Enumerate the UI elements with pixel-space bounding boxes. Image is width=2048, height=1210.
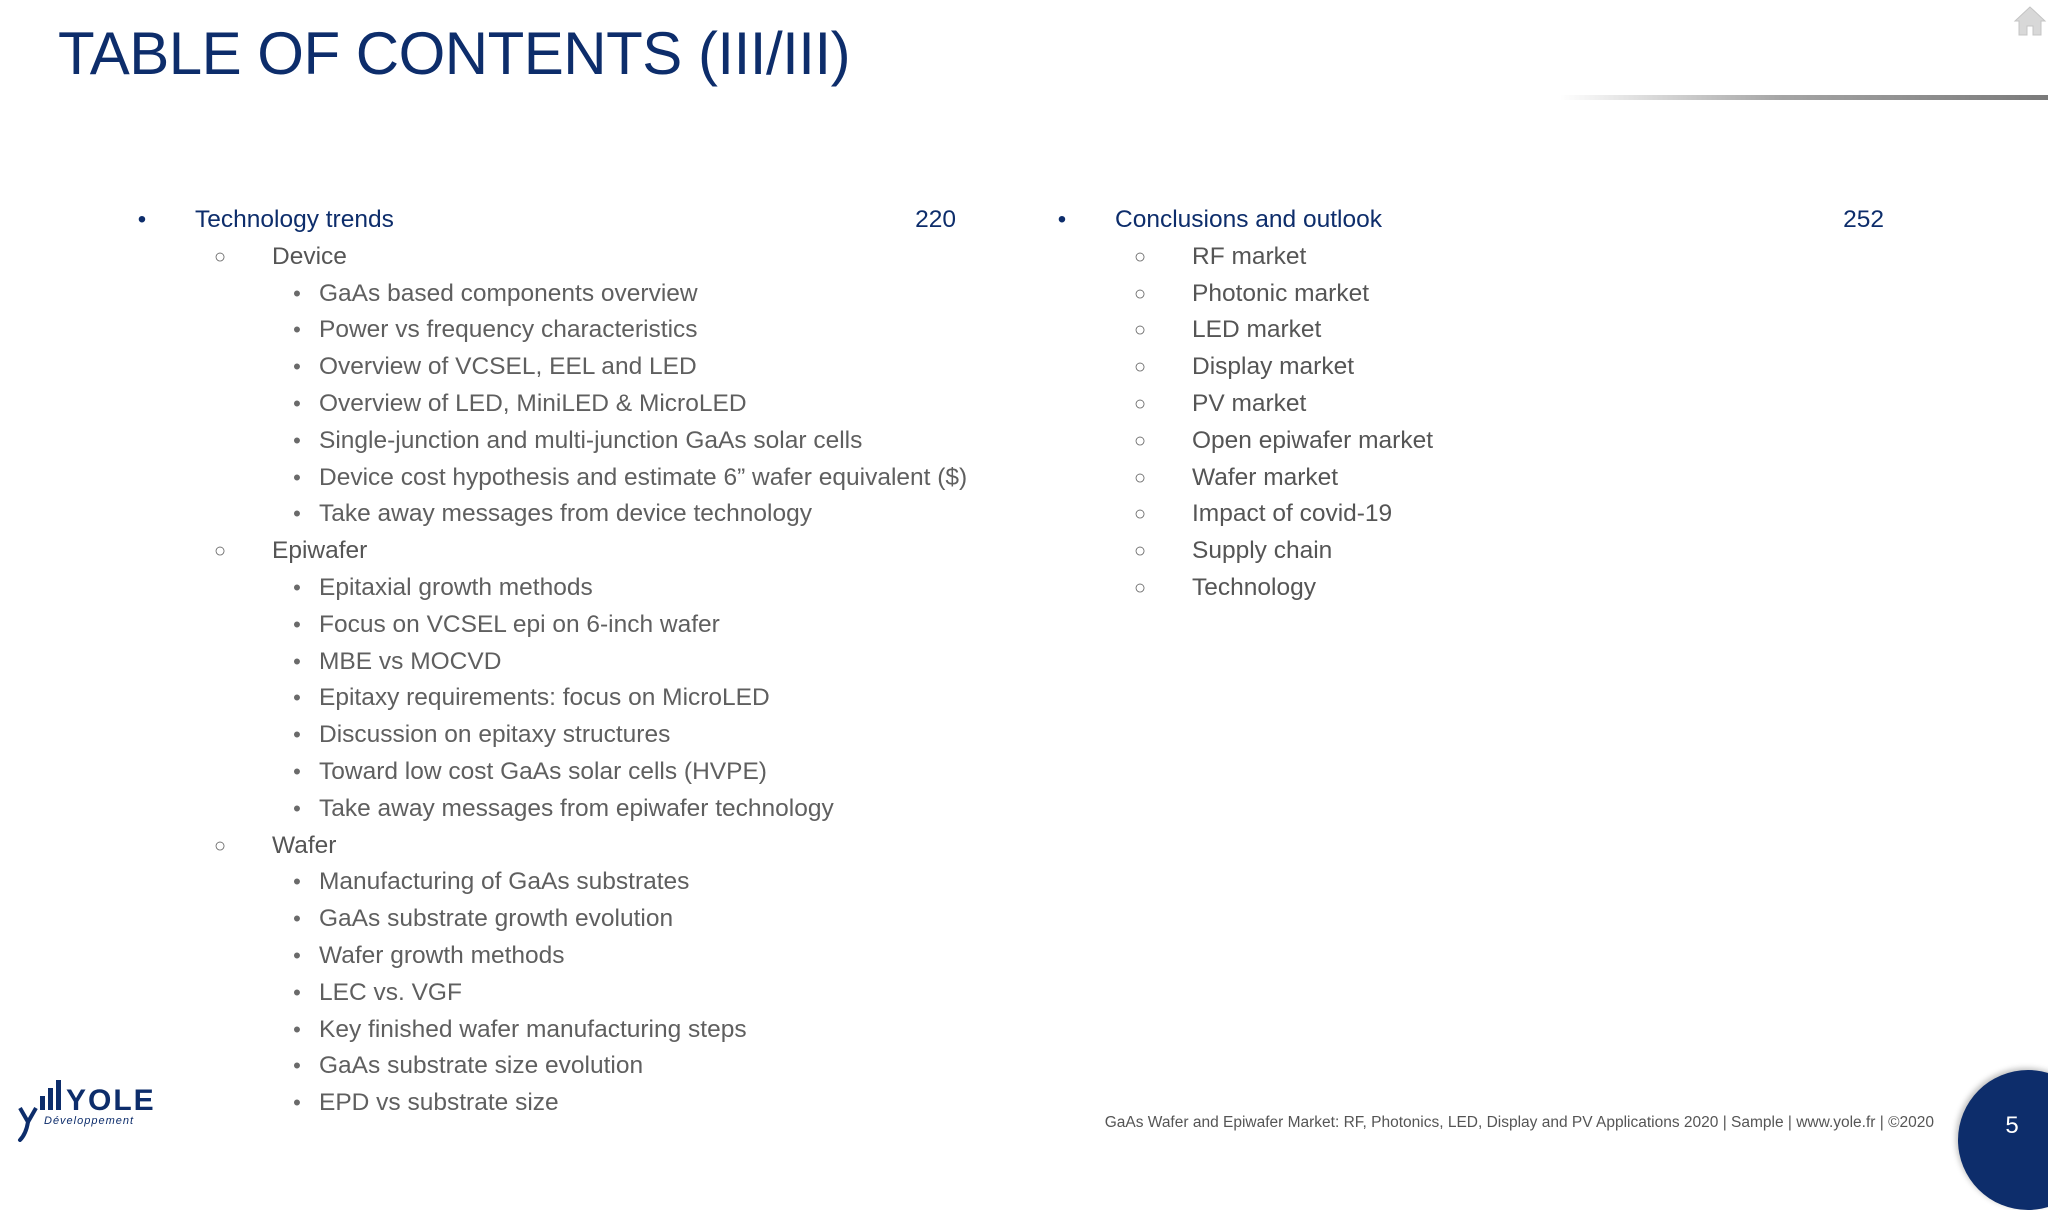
circle-bullet-icon: ○ [1133, 540, 1147, 563]
bullet-icon: • [293, 1016, 301, 1042]
bullet-icon: • [293, 906, 301, 932]
toc-entry[interactable] [132, 202, 956, 239]
toc-entry-label: Device cost hypothesis and estimate 6” wafer equivalent ($) [319, 463, 968, 491]
toc-entry-label: Epitaxial growth methods [319, 573, 593, 601]
bullet-icon: • [293, 1053, 301, 1079]
toc-entry-label: Wafer market [1192, 463, 1339, 491]
toc-entry[interactable] [1052, 312, 1872, 349]
toc-entry[interactable] [132, 644, 952, 681]
circle-bullet-icon: ○ [213, 245, 227, 268]
bullet-icon: • [293, 317, 301, 343]
toc-entry-label: MBE vs MOCVD [319, 647, 502, 675]
toc-entry[interactable] [132, 938, 952, 975]
bullet-icon: • [293, 390, 301, 416]
toc-entry-label: Photonic market [1192, 279, 1370, 307]
toc-entry[interactable] [132, 496, 952, 533]
toc-entry-label: GaAs substrate growth evolution [319, 905, 674, 933]
bullet-icon: • [293, 722, 301, 748]
toc-entry[interactable] [132, 1012, 952, 1049]
toc-column-left [132, 202, 968, 1122]
circle-bullet-icon: ○ [1133, 245, 1147, 268]
toc-entry-label: Display market [1192, 353, 1355, 381]
toc-entry[interactable] [132, 386, 952, 423]
toc-entry[interactable] [132, 901, 952, 938]
bullet-icon: • [293, 758, 301, 784]
bullet-icon: • [293, 979, 301, 1005]
toc-entry-page: 252 [1843, 206, 1884, 233]
toc-entry[interactable] [132, 1048, 952, 1085]
toc-entry-label: Technology trends [195, 206, 394, 233]
toc-entry[interactable] [132, 239, 952, 276]
toc-entry-page: 220 [915, 206, 956, 233]
bullet-icon: • [137, 206, 147, 233]
toc-entry[interactable] [132, 717, 952, 754]
toc-entry[interactable] [132, 828, 952, 865]
toc-entry[interactable] [1052, 496, 1872, 533]
circle-bullet-icon: ○ [1133, 282, 1147, 305]
circle-bullet-icon: ○ [1133, 356, 1147, 379]
toc-entry-label: LEC vs. VGF [319, 978, 462, 1006]
toc-entry-label: Supply chain [1192, 537, 1333, 565]
bullet-icon: • [293, 611, 301, 637]
toc-entry[interactable] [1052, 349, 1872, 386]
header-divider [1560, 95, 2048, 100]
toc-entry[interactable] [132, 312, 952, 349]
toc-entry[interactable] [1052, 533, 1872, 570]
toc-entry-label: Device [272, 242, 347, 270]
circle-bullet-icon: ○ [1133, 466, 1147, 489]
circle-bullet-icon: ○ [1133, 429, 1147, 452]
toc-entry[interactable] [132, 460, 968, 497]
toc-entry[interactable] [132, 754, 952, 791]
toc-entry-label: Overview of VCSEL, EEL and LED [319, 353, 697, 381]
bullet-icon: • [293, 427, 301, 453]
bullet-icon: • [293, 795, 301, 821]
page-number: 5 [2005, 1112, 2019, 1139]
bullet-icon: • [293, 648, 301, 674]
toc-entry-label: GaAs based components overview [319, 279, 698, 307]
toc-entry-label: Power vs frequency characteristics [319, 316, 698, 344]
toc-entry-label: Epitaxy requirements: focus on MicroLED [319, 684, 770, 712]
footer-text: GaAs Wafer and Epiwafer Market: RF, Photonics, LED, Display and PV Applications 2020 | Sample | www.yole.fr | ©2020 [1104, 1114, 1934, 1131]
toc-entry-label: Manufacturing of GaAs substrates [319, 868, 690, 896]
toc-entry-label: Wafer growth methods [319, 941, 565, 969]
toc-entry-label: EPD vs substrate size [319, 1089, 559, 1117]
circle-bullet-icon: ○ [1133, 392, 1147, 415]
toc-entry[interactable] [132, 276, 952, 313]
toc-entry[interactable] [1052, 239, 1872, 276]
yole-logo-icon [16, 1070, 156, 1142]
bullet-icon: • [1057, 206, 1067, 233]
bullet-icon: • [293, 942, 301, 968]
toc-entry-label: Wafer [272, 831, 337, 859]
toc-entry[interactable] [132, 349, 952, 386]
circle-bullet-icon: ○ [1133, 576, 1147, 599]
toc-entry-label: Discussion on epitaxy structures [319, 721, 671, 749]
toc-entry[interactable] [132, 1085, 952, 1122]
toc-entry-label: PV market [1192, 389, 1307, 417]
bullet-icon: • [293, 685, 301, 711]
toc-entry[interactable] [1052, 386, 1872, 423]
toc-entry[interactable] [1052, 276, 1872, 313]
toc-entry-label: LED market [1192, 316, 1322, 344]
toc-entry[interactable] [132, 864, 952, 901]
logo-tagline: Développement [44, 1115, 135, 1127]
toc-entry[interactable] [1052, 202, 1884, 239]
logo-wordmark: YOLE [66, 1084, 156, 1117]
toc-entry-label: Open epiwafer market [1192, 426, 1434, 454]
toc-entry[interactable] [1052, 460, 1872, 497]
toc-entry[interactable] [132, 975, 952, 1012]
circle-bullet-icon: ○ [1133, 503, 1147, 526]
toc-entry-label: Focus on VCSEL epi on 6-inch wafer [319, 610, 720, 638]
bullet-icon: • [293, 574, 301, 600]
toc-entry-label: Single-junction and multi-junction GaAs solar cells [319, 426, 863, 454]
toc-entry-label: Toward low cost GaAs solar cells (HVPE) [319, 757, 767, 785]
toc-entry-label: Take away messages from epiwafer technology [319, 794, 834, 822]
circle-bullet-icon: ○ [1133, 319, 1147, 342]
toc-entry-label: GaAs substrate size evolution [319, 1052, 644, 1080]
toc-entry-label: Technology [1192, 573, 1316, 601]
circle-bullet-icon: ○ [213, 834, 227, 857]
toc-entry[interactable] [132, 533, 952, 570]
circle-bullet-icon: ○ [213, 540, 227, 563]
toc-entry-label: Key finished wafer manufacturing steps [319, 1015, 747, 1043]
toc-entry[interactable] [1052, 423, 1872, 460]
toc-entry[interactable] [132, 680, 952, 717]
toc-entry[interactable] [132, 423, 952, 460]
bullet-icon: • [293, 501, 301, 527]
toc-entry-label: Overview of LED, MiniLED & MicroLED [319, 389, 747, 417]
toc-entry-label: Conclusions and outlook [1115, 206, 1382, 233]
toc-entry-label: Take away messages from device technology [319, 500, 812, 528]
home-icon[interactable] [2012, 2, 2048, 38]
toc-column-right [1052, 202, 1884, 607]
toc-entry-label: Impact of covid-19 [1192, 500, 1393, 528]
bullet-icon: • [293, 280, 301, 306]
toc-entry-label: RF market [1192, 242, 1307, 270]
toc-entry[interactable] [132, 570, 952, 607]
toc-entry[interactable] [132, 791, 952, 828]
bullet-icon: • [293, 464, 301, 490]
bullet-icon: • [293, 869, 301, 895]
bullet-icon: • [293, 354, 301, 380]
slide-title: TABLE OF CONTENTS (III/III) [58, 20, 851, 87]
bullet-icon: • [293, 1090, 301, 1116]
toc-entry[interactable] [132, 607, 952, 644]
toc-entry-label: Epiwafer [272, 537, 368, 565]
toc-entry[interactable] [1052, 570, 1872, 607]
